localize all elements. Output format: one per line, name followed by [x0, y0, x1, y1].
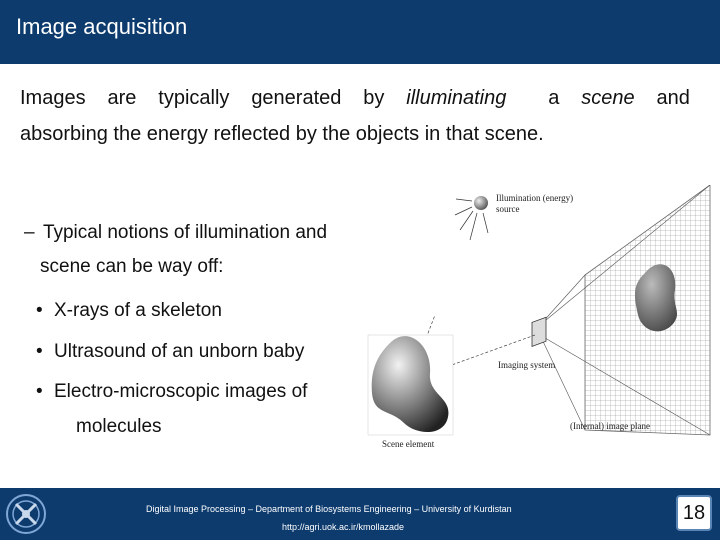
- intro-line-1: [20, 80, 690, 116]
- illumination-source-icon: [474, 196, 488, 210]
- illumination-label-2: source: [496, 204, 520, 214]
- bullet-dot: •: [36, 300, 43, 321]
- dash-marker: –: [24, 222, 35, 243]
- imaging-system-label: Imaging system: [498, 360, 556, 370]
- sub-bullet-text: Electro-microscopic images of: [54, 381, 308, 402]
- sub-bullet-item: [36, 375, 307, 409]
- sub-bullet-text: Ultrasound of an unborn baby: [54, 341, 305, 362]
- emphasis-illuminating: illuminating: [406, 87, 507, 109]
- bullet-main: [24, 216, 354, 284]
- sub-bullet-text: X-rays of a skeleton: [54, 300, 222, 321]
- image-acquisition-diagram: [360, 185, 720, 465]
- imaging-system: [532, 317, 546, 346]
- bullet-dot: •: [36, 341, 43, 362]
- footer-line-1: Digital Image Processing – Department of Biosystems Engineering – University of Kurdistan: [146, 504, 512, 514]
- university-logo-icon: [4, 492, 48, 536]
- bullet-main-line-2: scene can be way off:: [40, 256, 224, 277]
- illumination-label-1: Illumination (energy): [496, 193, 574, 203]
- word: and: [656, 87, 690, 109]
- word: by: [363, 87, 385, 109]
- sub-bullet-continuation: molecules: [76, 416, 162, 437]
- bullet-dot: •: [36, 381, 43, 402]
- scene-element-label: Scene element: [382, 439, 435, 449]
- emphasis-scene: scene: [581, 87, 635, 109]
- intro-paragraph: [20, 80, 690, 152]
- slide-title: Image acquisition: [16, 14, 188, 39]
- sub-bullet-item: [36, 335, 304, 369]
- bullet-list: [24, 216, 354, 284]
- sub-bullet-item: [36, 294, 222, 328]
- page-number: 18: [676, 495, 712, 531]
- footer-bar: [0, 488, 720, 540]
- title-bar: [0, 0, 720, 64]
- word: a: [548, 87, 560, 109]
- word: generated: [251, 87, 342, 109]
- word: typically: [158, 87, 230, 109]
- word: Images: [20, 87, 86, 109]
- bullet-main-line-1: Typical notions of illumination and: [42, 222, 328, 243]
- image-plane-label: (Internal) image plane: [570, 421, 650, 431]
- footer-url[interactable]: http://agri.uok.ac.ir/kmollazade: [282, 522, 405, 532]
- word: are: [107, 87, 137, 109]
- intro-line-2: absorbing the energy reflected by the objects in that scene.: [20, 123, 544, 145]
